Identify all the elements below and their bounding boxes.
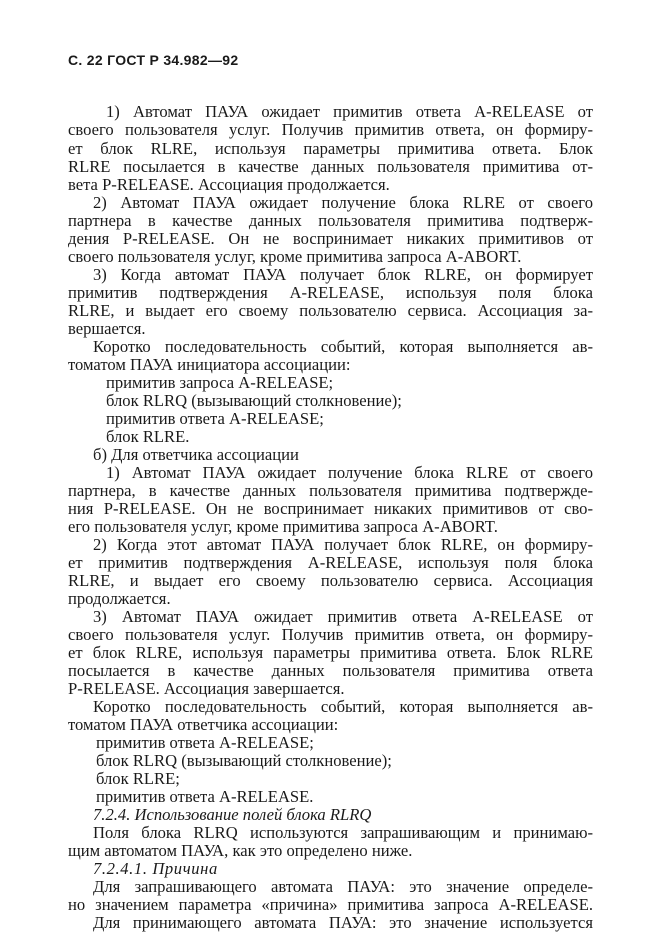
text-line: 3) Автомат ПАУА ожидает примитив ответа A-RELEASE от [93,607,593,626]
text-line: 3) Когда автомат ПАУА получает блок RLRE, он формирует [93,265,593,284]
page-header: С. 22 ГОСТ Р 34.982—92 [68,52,239,68]
text-line: продолжается. [68,589,171,608]
text-line: его пользователя услуг, кроме примитива запроса A-ABORT. [68,517,498,536]
text-line: Поля блока RLRQ используются запрашивающим и принимаю- [93,823,593,842]
text-line: RLRE посылается в качестве данных пользователя примитива от- [68,157,593,176]
text-line: RLRE, и выдает его своему пользователю сервиса. Ассоциация за- [68,301,593,320]
list-item: примитив ответа A-RELEASE; [96,733,314,752]
text-line: партнера, в качестве данных пользователя примитива подтвержде- [68,481,593,500]
text-line: посылается в качестве данных пользователя примитива ответа [68,661,593,680]
text-line: 2) Автомат ПАУА ожидает получение блока RLRE от своего [93,193,593,212]
list-item: примитив ответа A-RELEASE; [106,409,324,428]
text-line: P-RELEASE. Ассоциация завершается. [68,679,345,698]
text-line: своего пользователя услуг, кроме примитива запроса A-ABORT. [68,247,522,266]
text-line: но значением параметра «причина» примитива запроса A-RELEASE. [68,895,593,914]
text-line: партнера в качестве данных пользователя примитива подтверж- [68,211,593,230]
section-heading: 7.2.4. Использование полей блока RLRQ [93,805,372,824]
list-item: примитив запроса A-RELEASE; [106,373,334,392]
text-line: вета P-RELEASE. Ассоциация продолжается. [68,175,390,194]
text-line: Для принимающего автомата ПАУА: это значение используется [93,913,593,932]
text-line: RLRE, и выдает его своему пользователю сервиса. Ассоциация [68,571,593,590]
text-line: томатом ПАУА ответчика ассоциации: [68,715,339,734]
section-heading: 7.2.4.1. Причина [93,859,218,878]
text-line: ния P-RELEASE. Он не воспринимает никаких примитивов от сво- [68,499,593,518]
text-line: ет блок RLRE, используя параметры примитива ответа. Блок RLRE [68,643,593,662]
text-line: Для запрашивающего автомата ПАУА: это значение определе- [93,877,593,896]
text-line: дения P-RELEASE. Он не воспринимает никаких примитивов от [68,229,593,248]
text-line: ет примитив подтверждения A-RELEASE, используя поля блока [68,553,593,572]
list-item: блок RLRQ (вызывающий столкновение); [106,391,402,410]
text-line: примитив подтверждения A-RELEASE, используя поля блока [68,283,593,302]
text-line: своего пользователя услуг. Получив примитив ответа, он формиру- [68,120,593,139]
text-line: 2) Когда этот автомат ПАУА получает блок RLRE, он формиру- [93,535,593,554]
list-item: блок RLRE; [96,769,180,788]
text-line: щим автоматом ПАУА, как это определено ниже. [68,841,413,860]
text-line: своего пользователя услуг. Получив примитив ответа, он формиру- [68,625,593,644]
list-item: блок RLRE. [106,427,190,446]
text-line: Коротко последовательность событий, которая выполняется ав- [93,337,593,356]
text-line: 1) Автомат ПАУА ожидает получение блока RLRE от своего [106,463,593,482]
list-item: примитив ответа A-RELEASE. [96,787,314,806]
text-line: томатом ПАУА инициатора ассоциации: [68,355,351,374]
text-line: вершается. [68,319,146,338]
text-line: Коротко последовательность событий, которая выполняется ав- [93,697,593,716]
text-line: 1) Автомат ПАУА ожидает примитив ответа A-RELEASE от [106,102,593,121]
section-heading: б) Для ответчика ассоциации [93,445,299,464]
list-item: блок RLRQ (вызывающий столкновение); [96,751,392,770]
text-line: ет блок RLRE, используя параметры примитива ответа. Блок [68,139,593,158]
